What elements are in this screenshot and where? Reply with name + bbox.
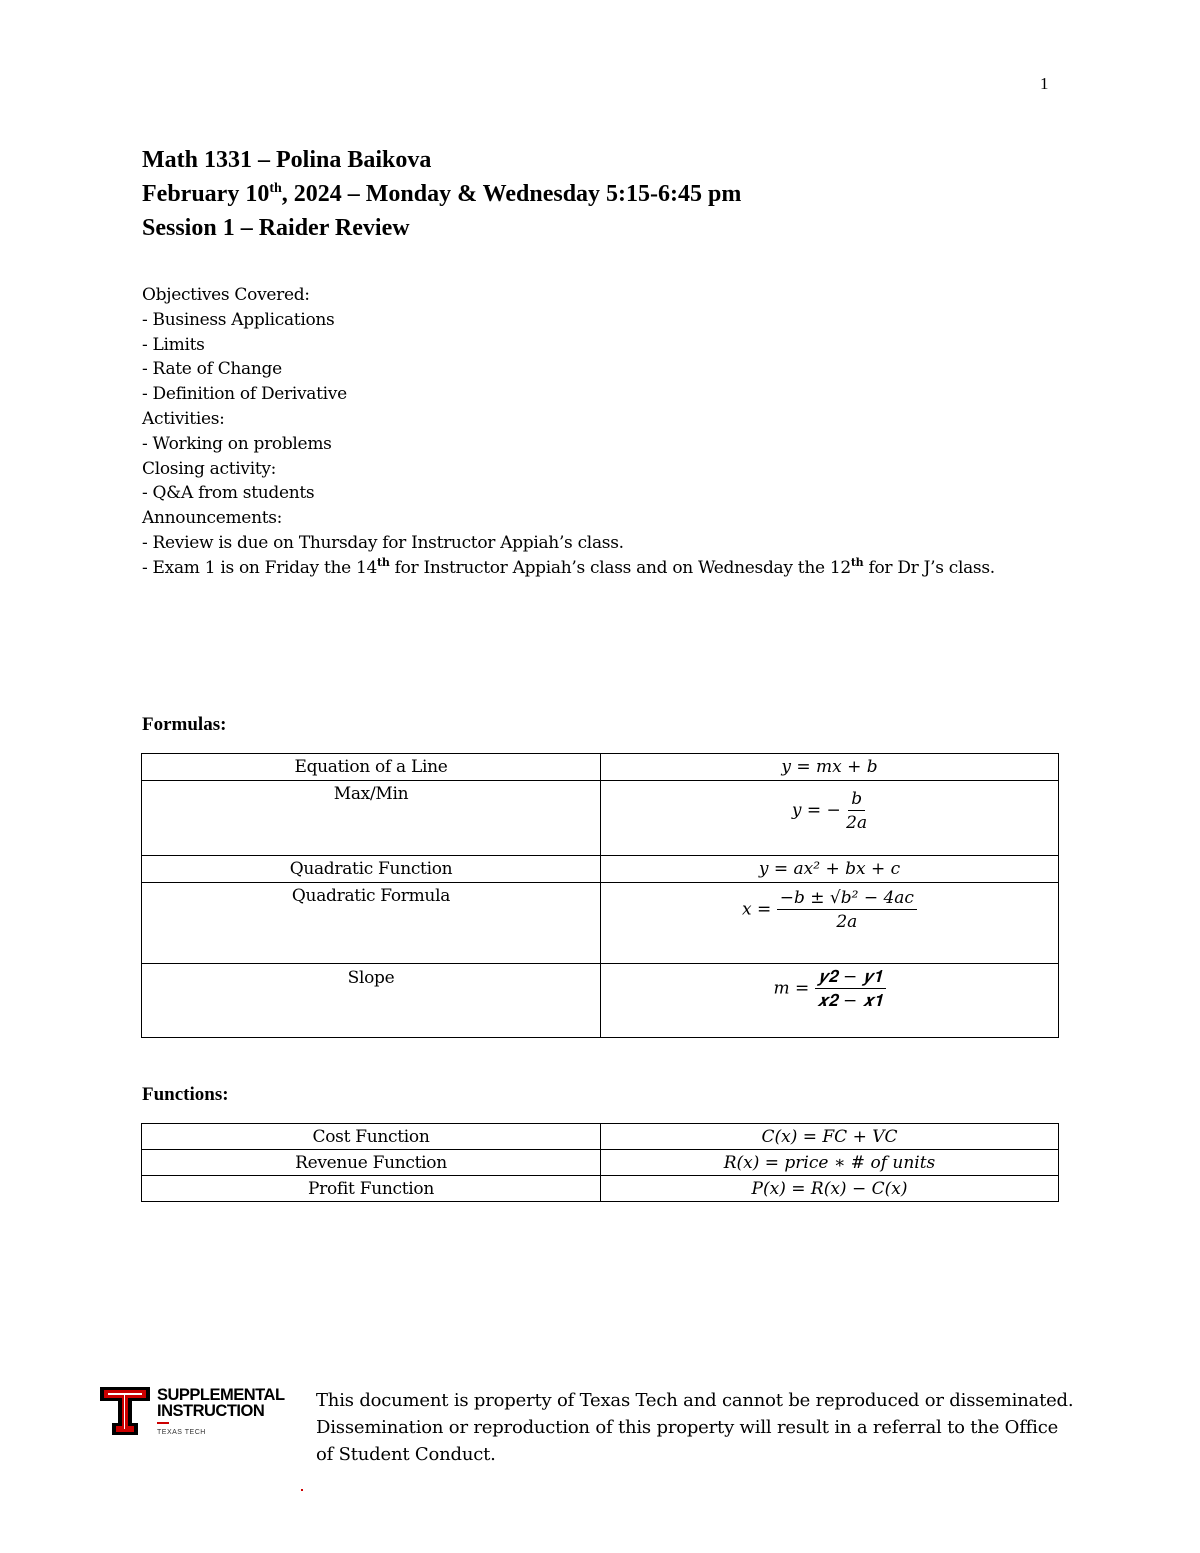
formula-value: 𝑦 = 𝑚𝑥 + 𝑏: [601, 754, 1059, 781]
logo-wordmark: SUPPLEMENTAL INSTRUCTION: [157, 1386, 285, 1420]
activities-heading: Activities:: [142, 408, 225, 429]
functions-title: Functions:: [142, 1084, 229, 1105]
table-row: [142, 781, 1059, 856]
logo-subtitle: TEXAS TECH: [157, 1429, 206, 1436]
function-label: Profit Function: [142, 1176, 601, 1202]
table-row: [142, 964, 1059, 1038]
fraction-denominator: 𝒙𝟐 − 𝒙𝟏: [817, 991, 883, 1011]
objective-item: - Definition of Derivative: [142, 384, 347, 405]
formula-label: Equation of a Line: [142, 754, 601, 781]
objectives-block: [142, 283, 995, 581]
table-row: [142, 1124, 1059, 1150]
formulas-table: [141, 753, 1059, 1038]
function-label: Cost Function: [142, 1124, 601, 1150]
fraction: [815, 967, 886, 1011]
formula-lhs: 𝑦 = −: [791, 800, 841, 821]
function-value: 𝑅(𝑥) = 𝑝𝑟𝑖𝑐𝑒 ∗ # 𝑜𝑓 𝑢𝑛𝑖𝑡𝑠: [601, 1150, 1059, 1176]
announcements-heading: Announcements:: [142, 508, 283, 529]
closing-item: - Q&A from students: [142, 483, 315, 504]
footer-disclaimer: This document is property of Texas Tech and cannot be reproduced or disseminated. Dissemination or reproduction of this property will result in a referral to the Office of Student Conduct.: [316, 1390, 1074, 1465]
document-header: [142, 143, 741, 245]
formulas-title: Formulas:: [142, 714, 227, 735]
page-number: 1: [1040, 74, 1049, 93]
table-row: [142, 856, 1059, 883]
announcement-item: - Exam 1 is on Friday the 14th for Instructor Appiah’s class and on Wednesday the 12th for Dr J’s class.: [142, 555, 995, 578]
formula-lhs: 𝑚 =: [773, 978, 810, 999]
closing-heading: Closing activity:: [142, 458, 277, 479]
objectives-heading: Objectives Covered:: [142, 285, 310, 305]
formula-value: 𝑦 = 𝑎𝑥² + 𝑏𝑥 + 𝑐: [601, 856, 1059, 883]
fraction: [846, 789, 867, 833]
formula-label: Quadratic Formula: [142, 883, 601, 964]
objective-item: - Business Applications: [142, 309, 335, 330]
fraction-denominator: 2𝑎: [836, 912, 858, 932]
formula-label: Slope: [142, 964, 601, 1038]
function-value: 𝑃(𝑥) = 𝑅(𝑥) − 𝐶(𝑥): [601, 1176, 1059, 1202]
course-title: Math 1331 – Polina Baikova: [142, 147, 432, 173]
texas-tech-double-t-logo: [98, 1385, 152, 1437]
fraction: [777, 888, 917, 932]
session-title: Session 1 – Raider Review: [142, 215, 410, 241]
function-label: Revenue Function: [142, 1150, 601, 1176]
announcement-item: - Review is due on Thursday for Instructor Appiah’s class.: [142, 532, 624, 553]
formula-lhs: 𝑥 =: [742, 899, 772, 920]
table-row: [142, 883, 1059, 964]
table-row: [142, 1176, 1059, 1202]
session-date: February 10th, 2024 – Monday & Wednesday 5:15-6:45 pm: [142, 181, 742, 207]
logo-accent-line: [157, 1422, 169, 1424]
activity-item: - Working on problems: [142, 433, 332, 454]
formula-label: Quadratic Function: [142, 856, 601, 883]
functions-table: [141, 1123, 1059, 1202]
fraction-numerator: 𝑏: [848, 789, 865, 811]
objective-item: - Rate of Change: [142, 359, 282, 380]
formula-label: Max/Min: [142, 781, 601, 856]
function-value: 𝐶(𝑥) = 𝐹𝐶 + 𝑉𝐶: [601, 1124, 1059, 1150]
table-row: [142, 754, 1059, 781]
fraction-numerator: −𝑏 ± √𝑏² − 4𝑎𝑐: [777, 888, 917, 910]
fraction-denominator: 2𝑎: [846, 813, 868, 833]
objective-item: - Limits: [142, 334, 205, 355]
table-row: [142, 1150, 1059, 1176]
fraction-numerator: 𝒚𝟐 − 𝒚𝟏: [815, 967, 886, 989]
decorative-dot: [301, 1489, 303, 1491]
